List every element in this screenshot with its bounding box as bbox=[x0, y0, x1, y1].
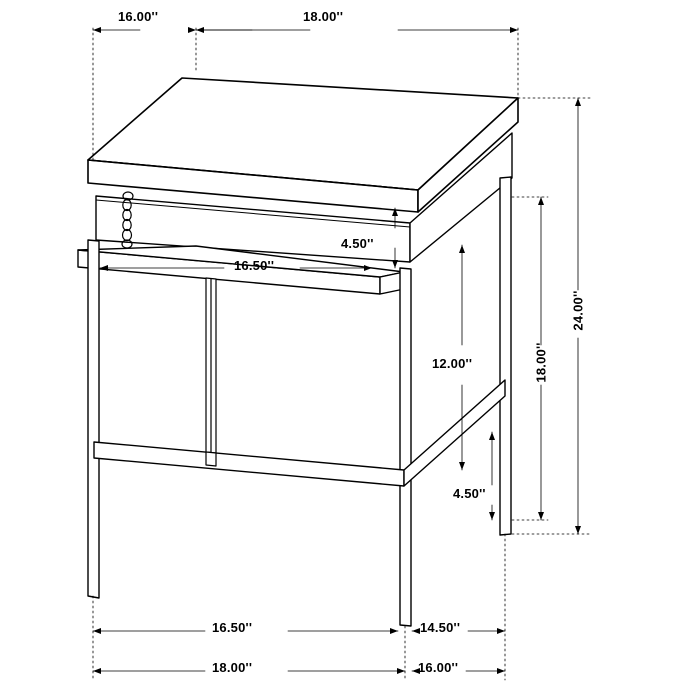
dimension-label-bottom-front-width: 16.50'' bbox=[212, 620, 253, 635]
dimension-label-bottom-side-depth: 14.50'' bbox=[420, 620, 461, 635]
dimension-label-leg-to-drawer-height: 18.00'' bbox=[533, 342, 549, 383]
dimension-label-overall-height: 24.00'' bbox=[570, 290, 586, 331]
dimension-label-overall-side-depth: 16.00'' bbox=[418, 660, 459, 675]
dimension-label-top-left-width: 16.00'' bbox=[118, 9, 159, 24]
dimension-label-stretcher-height: 4.50'' bbox=[453, 486, 486, 501]
dimension-label-overall-front-width: 18.00'' bbox=[212, 660, 253, 675]
lower-stretchers bbox=[94, 279, 505, 486]
dimension-label-shelf-width: 16.50'' bbox=[234, 258, 275, 273]
dimension-label-top-right-width: 18.00'' bbox=[303, 9, 344, 24]
dimension-label-clearance-height: 12.00'' bbox=[432, 356, 473, 371]
dimension-label-drawer-height: 4.50'' bbox=[341, 236, 374, 251]
